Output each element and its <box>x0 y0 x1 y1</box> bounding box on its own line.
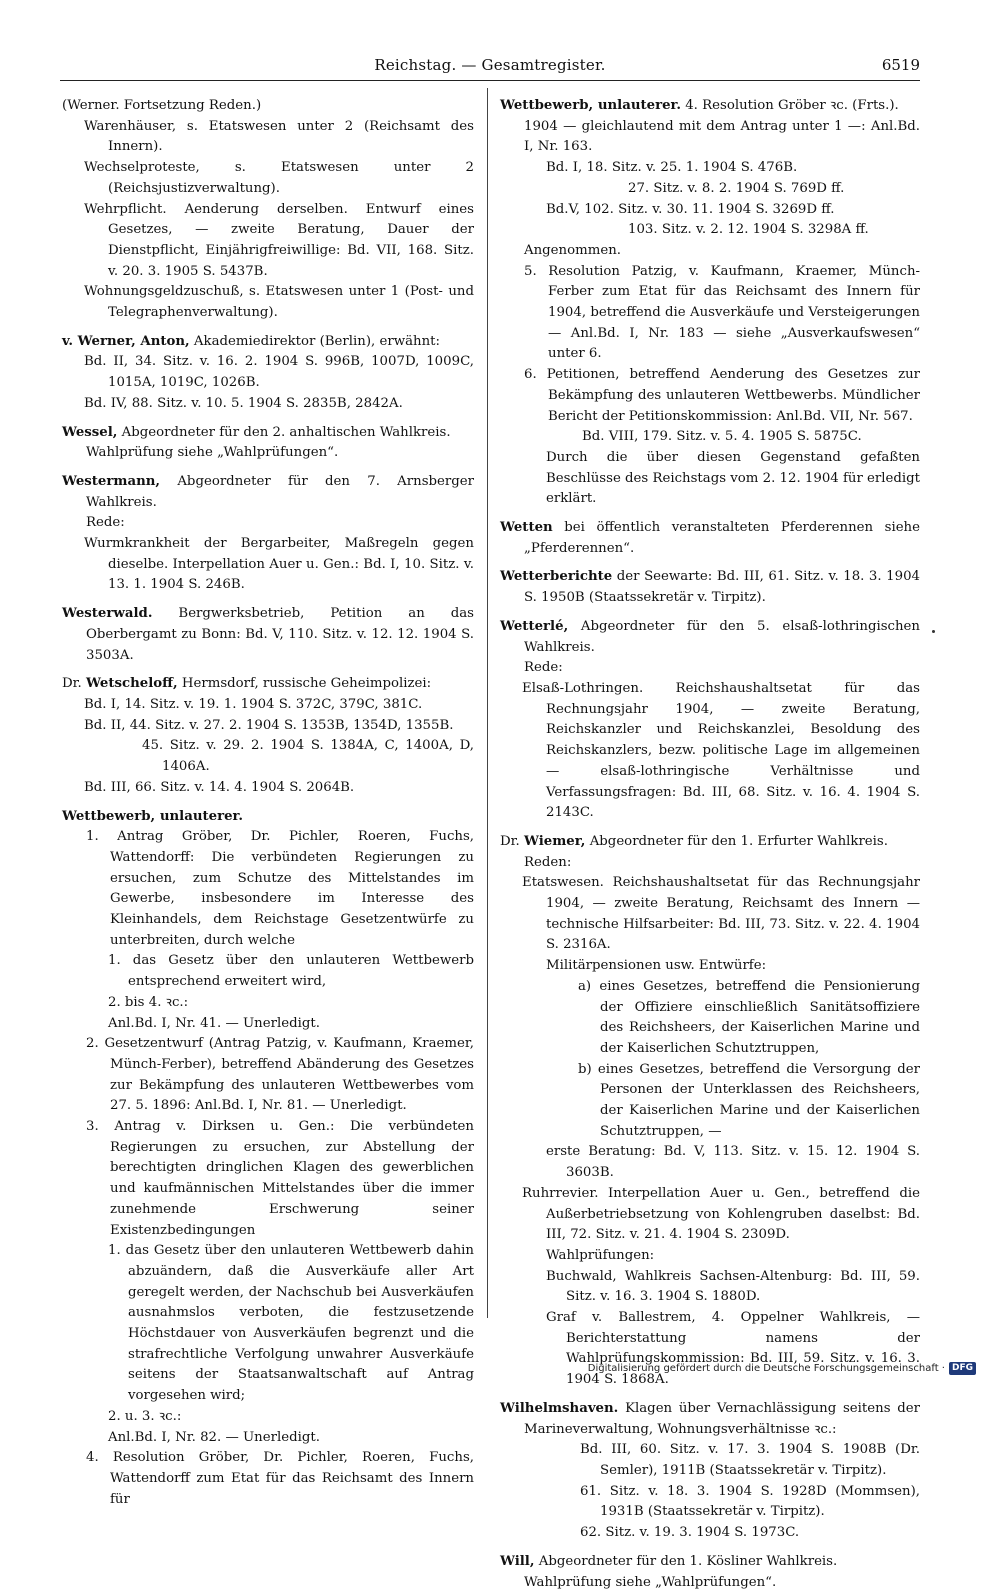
numbered-subitem: 2. u. 3. ꝛc.: <box>108 1408 182 1424</box>
reference: 61. Sitz. v. 18. 3. 1904 S. 1928D (Mommsen), 1931B (Staatssekretär v. Tirpitz). <box>580 1483 920 1520</box>
reference: Graf v. Ballestrem, 4. Oppelner Wahlkreis, — Berichterstattung namens der Wahlprüfungskommission: Bd. III, 59. Sitz. v. 16. 3. 1904 S. 1868A. <box>546 1310 920 1388</box>
subentry: Militärpensionen usw. Entwürfe: <box>546 958 767 974</box>
entry <box>62 472 474 513</box>
running-header <box>60 52 920 80</box>
subentry: Wechselproteste, s. Etatswesen unter 2 (Reichsjustizverwaltung). <box>84 160 474 196</box>
subentry: Ruhrrevier. Interpellation Auer u. Gen., betreffend die Außerbetriebsetzung von Kohlengruben daselbst: Bd. III, 72. Sitz. v. 21. 4. 1904 S. 2309D. <box>522 1185 920 1243</box>
entry-name: Wiemer, <box>524 833 586 849</box>
subentry: Wahlprüfungen: <box>546 1247 655 1263</box>
reference: Anl.Bd. I, Nr. 82. — Unerledigt. <box>108 1429 320 1445</box>
reference: erste Beratung: Bd. V, 113. Sitz. v. 15. 12. 1904 S. 3603B. <box>546 1144 920 1181</box>
reference: Wahlprüfung siehe „Wahlprüfungen“. <box>524 1574 777 1590</box>
lettered-item: a) eines Gesetzes, betreffend die Pensionierung der Offiziere einschließlich Sanitätsoffiziere des Reichsheers, der Kaiserlichen Marine und der Kaiserlichen Schutztruppen, <box>578 978 920 1056</box>
numbered-item: 4. Resolution Gröber, Dr. Pichler, Roeren, Fuchs, Wattendorff zum Etat für das Reichsamt des Innern für <box>86 1450 474 1507</box>
numbered-item: 6. Petitionen, betreffend Aenderung des Gesetzes zur Bekämpfung des unlauteren Wettbewerbs. Mündlicher Bericht der Petitionskommission: Anl.Bd. VII, Nr. 567. <box>524 367 920 424</box>
subentry: Etatswesen. Reichshaushaltsetat für das Rechnungsjahr 1904, — zweite Beratung, Reichsamt des Innern — technische Hilfsarbeiter: Bd. III, 73. Sitz. v. 22. 4. 1904 S. 2316A. <box>522 875 920 953</box>
entry-desc: der Seewarte: Bd. III, 61. Sitz. v. 18. 3. 1904 S. 1950B (Staatssekretär v. Tirpitz). <box>524 569 920 606</box>
entry-name: Wetten <box>500 520 553 536</box>
subentry: Wurmkrankheit der Bergarbeiter, Maßregeln gegen dieselbe. Interpellation Auer u. Gen.: Bd. I, 10. Sitz. v. 13. 1. 1904 S. 246B. <box>84 536 474 593</box>
entry-name: Westerwald. <box>62 606 153 622</box>
reference: Buchwald, Wahlkreis Sachsen-Altenburg: Bd. III, 59. Sitz. v. 16. 3. 1904 S. 1880D. <box>546 1268 920 1305</box>
entry <box>500 1399 920 1440</box>
reference: Bd. III, 60. Sitz. v. 17. 3. 1904 S. 1908B (Dr. Semler), 1911B (Staatssekretär v. Tirpitz). <box>580 1442 920 1478</box>
entry-name: Wessel, <box>62 424 118 440</box>
label: Rede: <box>524 660 563 676</box>
entry-name: Will, <box>500 1553 535 1569</box>
header-rule <box>60 80 920 81</box>
lettered-item: b) eines Gesetzes, betreffend die Versorgung der Personen der Unterklassen des Reichsheers, der Kaiserlichen Marine und der Kaiserlichen Schutztruppen, — <box>578 1061 920 1139</box>
entry <box>500 518 920 559</box>
entry-name: Wettbewerb, unlauterer. <box>62 808 243 824</box>
subentry: Elsaß-Lothringen. Reichshaushaltsetat für das Rechnungsjahr 1904, — zweite Beratung, Reichskanzler und Reichskanzlei, Besoldung des Reichskanzlers, bezw. politische Lage im allgemeinen — elsaß-lothringische Verhältnisse und Verfassungsfragen: Bd. III, 68. Sitz. v. 16. 4. 1904 S. 2143C. <box>522 680 920 821</box>
reference: Bd. III, 66. Sitz. v. 14. 4. 1904 S. 2064B. <box>84 779 355 795</box>
entry-continuation: (Werner. Fortsetzung Reden.) <box>62 98 262 113</box>
entry-name: Wetscheloff, <box>86 676 178 692</box>
numbered-item: 2. Gesetzentwurf (Antrag Patzig, v. Kaufmann, Kraemer, Münch-Ferber), betreffend Abänderung des Gesetzes zur Bekämpfung des unlauteren Wettbewerbes vom 27. 5. 1896: Anl.Bd. I, Nr. 81. — Unerledigt. <box>86 1036 474 1114</box>
entry-desc: bei öffentlich veranstalteten Pferderennen siehe „Pferderennen“. <box>524 520 920 556</box>
reference: Wahlprüfung siehe „Wahlprüfungen“. <box>86 445 339 461</box>
entry-desc: Hermsdorf, russische Geheimpolizei: <box>181 676 432 692</box>
entry <box>500 567 920 608</box>
numbered-subitem: 1. das Gesetz über den unlauteren Wettbewerb entsprechend erweitert wird, <box>108 953 474 990</box>
reference: Bd. I, 14. Sitz. v. 19. 1. 1904 S. 372C, 379C, 381C. <box>84 696 423 712</box>
status: Angenommen. <box>524 242 621 258</box>
reference: Bd. I, 18. Sitz. v. 25. 1. 1904 S. 476B. <box>546 160 798 176</box>
subentry: Wehrpflicht. Aenderung derselben. Entwurf eines Gesetzes, — zweite Beratung, Dauer der Dienstpflicht, Einjährigfreiwillige: Bd. VII, 168. Sitz. v. 20. 3. 1905 S. 5437B. <box>84 201 474 279</box>
entry-name: Wilhelmshaven. <box>500 1400 619 1416</box>
reference: 1904 — gleichlautend mit dem Antrag unter 1 —: Anl.Bd. I, Nr. 163. <box>524 118 920 155</box>
entry-title: Dr. <box>500 833 520 849</box>
numbered-item: 3. Antrag v. Dirksen u. Gen.: Die verbündeten Regierungen zu ersuchen, zur Abstellung der berechtigten dringlichen Klagen des gewerblichen und kaufmännischen Mittelstandes über die immer zunehmende Erschwerung seiner Existenzbedingungen <box>86 1119 474 1238</box>
numbered-subitem: 2. bis 4. ꝛc.: <box>108 994 189 1010</box>
entry <box>500 1552 920 1573</box>
entry-desc: 4. Resolution Gröber ꝛc. (Frts.). <box>685 98 899 113</box>
subentry: Warenhäuser, s. Etatswesen unter 2 (Reichsamt des Innern). <box>84 118 474 155</box>
entry-desc: Klagen über Vernachlässigung seitens der Marineverwaltung, Wohnungsverhältnisse ꝛc.: <box>524 1400 921 1437</box>
entry <box>62 423 474 444</box>
left-column <box>62 96 474 1510</box>
reference: Bd. VIII, 179. Sitz. v. 5. 4. 1905 S. 5875C. <box>582 429 862 445</box>
entry-desc: Abgeordneter für den 2. anhaltischen Wahlkreis. <box>121 424 451 440</box>
entry-name: Wettbewerb, unlauterer. <box>500 98 681 113</box>
numbered-item: 1. Antrag Gröber, Dr. Pichler, Roeren, Fuchs, Wattendorff: Die verbündeten Regierungen zu ersuchen, zum Schutze des Mittelstandes im Gewerbe, insbesondere im Interesse des Kleinhandels, dem Reichstage Gesetzentwürfe zu unterbreiten, durch welche <box>86 829 474 948</box>
page-number: 6519 <box>881 56 920 74</box>
label: Rede: <box>86 515 125 531</box>
entry-name: Wetterlé, <box>500 618 569 634</box>
subentry: Wohnungsgeldzuschuß, s. Etatswesen unter 1 (Post- und Telegraphenverwaltung). <box>84 284 474 321</box>
entry-desc: Abgeordneter für den 5. elsaß-lothringischen Wahlkreis. <box>524 618 920 655</box>
entry-desc: Akademiedirektor (Berlin), erwähnt: <box>193 333 440 349</box>
reference: 27. Sitz. v. 8. 2. 1904 S. 769D ff. <box>628 180 845 196</box>
reference: Bd.V, 102. Sitz. v. 30. 11. 1904 S. 3269D ff. <box>546 201 835 217</box>
numbered-subitem: 1. das Gesetz über den unlauteren Wettbewerb dahin abzuändern, daß die Ausverkäufe aller Art geregelt werden, der Nachschub bei Ausverkäufen ausnahmslos verboten, die festzusetzende Höchstdauer von Ausverkäufen begrenzt und die strafrechtliche Verfolgung unwahrer Ausverkäufe seitens der Staatsanwaltschaft auf Antrag vorgesehen wird; <box>108 1243 474 1404</box>
reference: Bd. II, 44. Sitz. v. 27. 2. 1904 S. 1353B, 1354D, 1355B. <box>84 717 454 733</box>
label: Reden: <box>524 854 572 870</box>
entry-desc: Bergwerksbetrieb, Petition an das Oberbergamt zu Bonn: Bd. V, 110. Sitz. v. 12. 12. 1904 S. 3503A. <box>86 606 474 663</box>
entry-title: Dr. <box>62 676 82 692</box>
entry-desc: Abgeordneter für den 1. Erfurter Wahlkreis. <box>589 833 888 849</box>
digitization-footer <box>588 1362 976 1375</box>
reference: 45. Sitz. v. 29. 2. 1904 S. 1384A, C, 1400A, D, 1406A. <box>142 738 474 775</box>
entry-continuation <box>500 96 920 117</box>
entry <box>500 832 920 853</box>
header-title: Reichstag. — Gesamtregister. <box>374 56 606 74</box>
entry-name: Wetterberichte <box>500 569 613 585</box>
reference: Bd. IV, 88. Sitz. v. 10. 5. 1904 S. 2835B, 2842A. <box>84 395 403 411</box>
entry <box>62 604 474 666</box>
entry-desc: Abgeordneter für den 7. Arnsberger Wahlkreis. <box>86 473 474 510</box>
entry-desc: Abgeordneter für den 1. Kösliner Wahlkreis. <box>538 1553 838 1569</box>
scan-speck <box>932 630 935 633</box>
reference: 62. Sitz. v. 19. 3. 1904 S. 1973C. <box>580 1525 800 1541</box>
numbered-item: 5. Resolution Patzig, v. Kaufmann, Kraemer, Münch-Ferber zum Etat für das Reichsamt des Innern für 1904, betreffend die Ausverkäufe und Versteigerungen — Anl.Bd. I, Nr. 183 — siehe „Ausverkaufswesen“ unter 6. <box>524 263 920 362</box>
reference: Anl.Bd. I, Nr. 41. — Unerledigt. <box>108 1015 320 1031</box>
dfg-logo: DFG <box>949 1362 976 1375</box>
footer-text: Digitalisierung gefördert durch die Deutsche Forschungsgemeinschaft · <box>587 1363 945 1374</box>
reference: 103. Sitz. v. 2. 12. 1904 S. 3298A ff. <box>628 222 869 238</box>
entry <box>500 617 920 658</box>
status: Durch die über diesen Gegenstand gefaßten Beschlüsse des Reichstags vom 2. 12. 1904 für erledigt erklärt. <box>546 449 921 507</box>
entry-name: v. Werner, Anton, <box>62 333 190 349</box>
column-divider <box>487 88 488 1318</box>
entry <box>62 332 474 353</box>
entry <box>62 674 474 695</box>
reference: Bd. II, 34. Sitz. v. 16. 2. 1904 S. 996B, 1007D, 1009C, 1015A, 1019C, 1026B. <box>84 354 474 391</box>
entry-name: Westermann, <box>62 473 161 489</box>
